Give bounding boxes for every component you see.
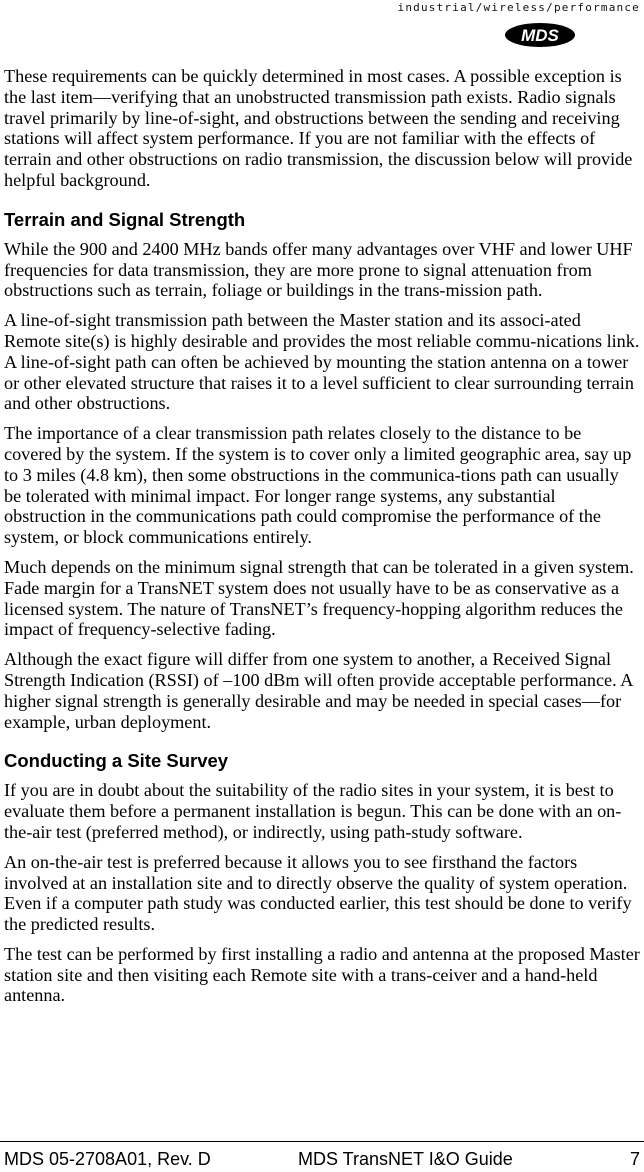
header-tagline: industrial/wireless/performance xyxy=(397,1,640,14)
paragraph: Although the exact figure will differ from one system to another, a Received Signal Strength Indication (RSSI) of –100 dBm will often provide acceptable performance. A higher signal strength is generally desirable and may be needed in special cases—for example, urban deployment. xyxy=(4,649,633,732)
section-heading-terrain: Terrain and Signal Strength xyxy=(4,208,246,230)
paragraph: A line-of-sight transmission path between the Master station and its associ-ated Remote site(s) is highly desirable and provides the most reliable commu-nications link. A line-of-sight path can often be achieved by mounting the station antenna on a tower or other elevated structure that raises it to a level sufficient to clear surrounding terrain and other obstructions. xyxy=(4,310,640,414)
footer-doc-number: MDS 05-2708A01, Rev. D xyxy=(4,1149,211,1169)
paragraph: Much depends on the minimum signal strength that can be tolerated in a given system. Fade margin for a TransNET system does not usually have to be as conservative as a licensed system. The nature of TransNET’s frequency-hopping algorithm reduces the impact of frequency-selective fading. xyxy=(4,556,634,640)
footer-page-number: 7 xyxy=(629,1149,640,1169)
section-heading-site-survey: Conducting a Site Survey xyxy=(4,750,229,772)
footer-guide-title: MDS TransNET I&O Guide xyxy=(298,1149,513,1169)
mds-logo xyxy=(504,22,576,48)
paragraph: The test can be performed by first installing a radio and antenna at the proposed Master station site and then visiting each Remote site with a trans-ceiver and a hand-held antenna. xyxy=(4,943,640,1006)
paragraph: An on-the-air test is preferred because it allows you to see firsthand the factors involved at an installation site and to directly observe the quality of system operation. Even if a computer path study was conducted earlier, this test should be done to verify the predicted results. xyxy=(4,851,632,935)
logo-text: MDS xyxy=(521,26,559,45)
page-content xyxy=(4,66,640,1015)
page-footer xyxy=(0,1141,644,1172)
paragraph: While the 900 and 2400 MHz bands offer many advantages over VHF and lower UHF frequencies for data transmission, they are more prone to signal attenuation from obstructions such as terrain, foliage or buildings in the trans-mission path. xyxy=(4,238,633,301)
intro-paragraph: These requirements can be quickly determined in most cases. A possible exception is the last item—verifying that an unobstructed transmission path exists. Radio signals travel primarily by line-of-sight, and obstructions between the sending and receiving stations will affect system performance. If you are not familiar with the effects of terrain and other obstructions on radio transmission, the discussion below will provide helpful background. xyxy=(4,66,633,190)
paragraph: The importance of a clear transmission path relates closely to the distance to be covered by the system. If the system is to cover only a limited geographic area, say up to 3 miles (4.8 km), then some obstructions in the communica-tions path can usually be tolerated with minimal impact. For longer range systems, any substantial obstruction in the communications path could compromise the performance of the system, or block communications entirely. xyxy=(4,423,632,548)
paragraph: If you are in doubt about the suitability of the radio sites in your system, it is best to evaluate them before a permanent installation is begun. This can be done with an on-the-air test (preferred method), or indirectly, using path-study software. xyxy=(4,780,622,842)
